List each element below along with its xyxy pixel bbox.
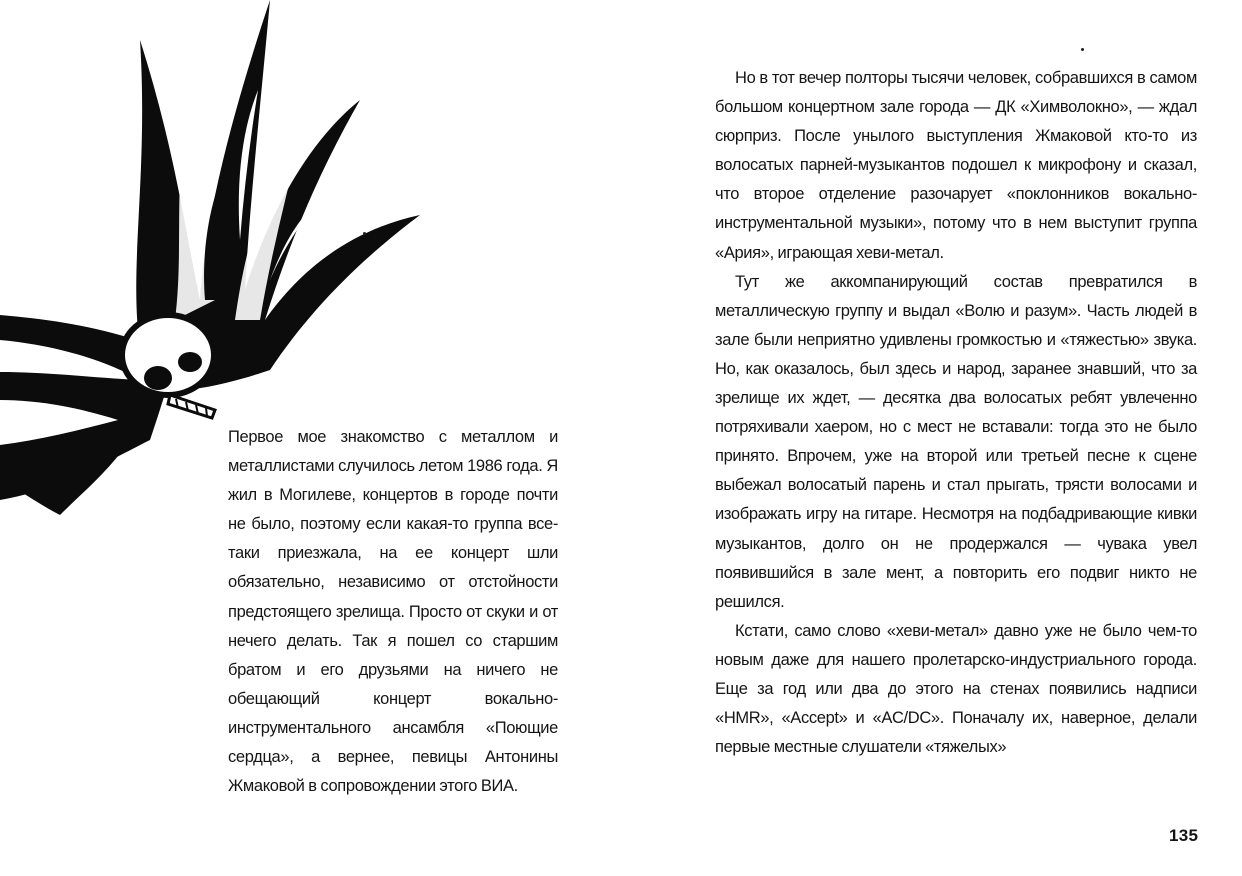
- right-page: [621, 0, 1242, 876]
- left-paragraph: Первое мое знакомство с металлом и металлистами случилось летом 1986 года. Я жил в Могилеве, концертов в городе почти не было, поэтому если какая-то группа все-таки приезжала, на ее концерт шли обязательно, независимо от отстойности предстоящего зрелища. Просто от скуки и от нечего делать. Так я пошел со старшим братом и его друзьями на ничего не обещающий концерт вокально-инструментального ансамбля «Поющие сердца», а вернее, певицы Антонины Жмаковой в сопровождении этого ВИА.: [228, 428, 558, 796]
- right-paragraph-3: Кстати, само слово «хеви-метал» давно уже не было чем-то новым даже для нашего пролетарско-индустриального города. Еще за год или два до этого на стенах появились надписи «HMR», «Accept» и «AC/DC». Поначалу их, наверное, делали первые местные слушатели «тяжелых»: [715, 621, 1197, 757]
- right-text-column: [715, 64, 1197, 762]
- print-speck: [363, 232, 366, 235]
- print-speck: [1081, 48, 1084, 51]
- page-number: 135: [1169, 826, 1199, 845]
- right-paragraph-1: Но в тот вечер полторы тысячи человек, собравшихся в самом большом концертном зале города — ДК «Химволокно», — ждал сюрприз. После унылого выступления Жмаковой кто-то из волосатых парней-музыкантов подошел к микрофону и сказал, что второе отделение разочарует «поклонников вокально-инструментальной музыки», потому что в нем выступит группа «Ария», играющая хеви-метал.: [715, 69, 1197, 262]
- right-paragraph-2: Тут же аккомпанирующий состав превратился в металлическую группу и выдал «Волю и разум». Часть людей в зале были неприятно удивлены громкостью и «тяжестью» звука. Но, как оказалось, был здесь и народ, заранее знавший, что за зрелище их ждет, — десятка два волосатых ребят увлеченно потряхивали хаером, но с мест не вставали: тогда это не было принято. Впрочем, уже на второй или третьей песне к сцене выбежал волосатый парень и стал прыгать, трясти волосами и изображать игру на гитаре. Несмотря на подбадривающие кивки музыкантов, долго он не продержался — чувака увел появившийся в зале мент, а повторить его подвиг никто не решился.: [715, 272, 1197, 611]
